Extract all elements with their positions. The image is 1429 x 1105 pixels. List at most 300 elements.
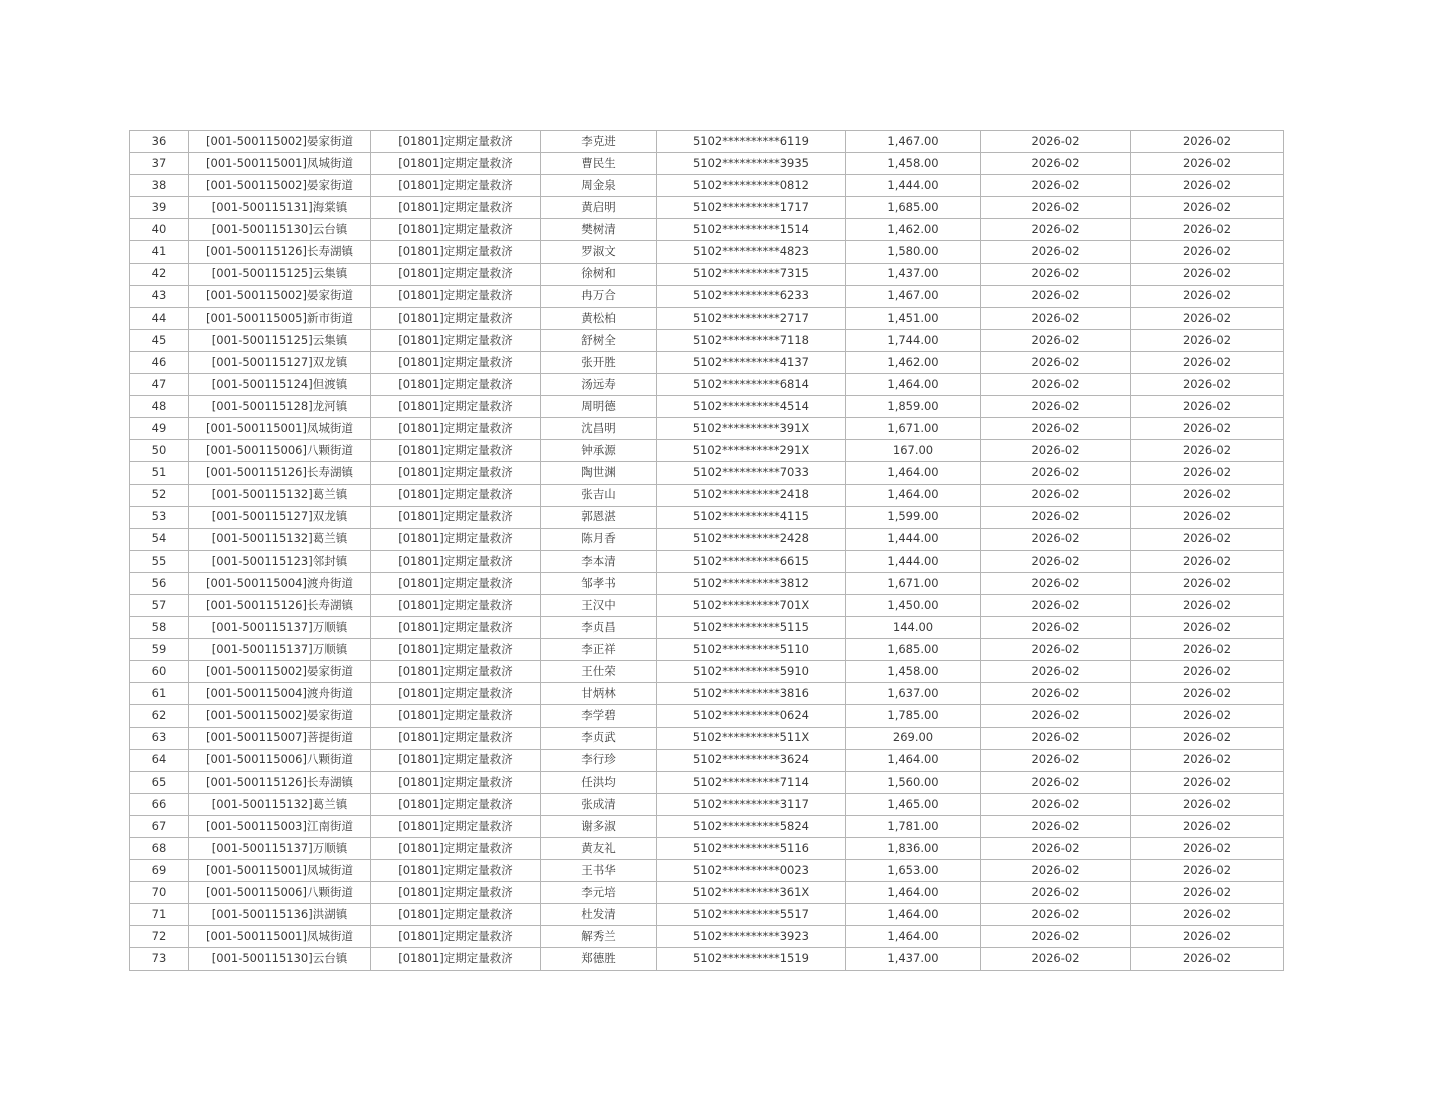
amount-cell: 1,685.00: [846, 197, 981, 219]
id-number-cell: 5102**********1514: [657, 219, 846, 241]
amount-cell: 1,462.00: [846, 219, 981, 241]
table-row: [130, 882, 1284, 904]
person-name-cell: 王书华: [541, 860, 657, 882]
relief-type-cell: [01801]定期定量救济: [371, 241, 541, 263]
month-cell-2: 2026-02: [1131, 440, 1284, 462]
relief-type-cell: [01801]定期定量救济: [371, 815, 541, 837]
row-number-cell: 51: [130, 462, 189, 484]
row-number-cell: 37: [130, 153, 189, 175]
table-row: [130, 771, 1284, 793]
row-number-cell: 69: [130, 860, 189, 882]
month-cell-2: 2026-02: [1131, 860, 1284, 882]
person-name-cell: 舒树全: [541, 329, 657, 351]
table-row: [130, 550, 1284, 572]
month-cell-1: 2026-02: [981, 263, 1131, 285]
row-number-cell: 71: [130, 904, 189, 926]
district-cell: [001-500115126]长寿湖镇: [189, 594, 371, 616]
district-cell: [001-500115125]云集镇: [189, 263, 371, 285]
amount-cell: 1,464.00: [846, 882, 981, 904]
table-body: [130, 131, 1284, 971]
person-name-cell: 汤远寿: [541, 374, 657, 396]
relief-type-cell: [01801]定期定量救济: [371, 462, 541, 484]
row-number-cell: 52: [130, 484, 189, 506]
district-cell: [001-500115006]八颗街道: [189, 440, 371, 462]
district-cell: [001-500115002]晏家街道: [189, 661, 371, 683]
person-name-cell: 张开胜: [541, 351, 657, 373]
table-row: [130, 153, 1284, 175]
row-number-cell: 66: [130, 793, 189, 815]
row-number-cell: 57: [130, 594, 189, 616]
month-cell-2: 2026-02: [1131, 462, 1284, 484]
table-row: [130, 175, 1284, 197]
month-cell-1: 2026-02: [981, 153, 1131, 175]
relief-type-cell: [01801]定期定量救济: [371, 263, 541, 285]
relief-type-cell: [01801]定期定量救济: [371, 572, 541, 594]
row-number-cell: 43: [130, 285, 189, 307]
person-name-cell: 李行珍: [541, 749, 657, 771]
month-cell-2: 2026-02: [1131, 131, 1284, 153]
row-number-cell: 49: [130, 418, 189, 440]
relief-type-cell: [01801]定期定量救济: [371, 948, 541, 970]
month-cell-2: 2026-02: [1131, 351, 1284, 373]
row-number-cell: 63: [130, 727, 189, 749]
id-number-cell: 5102**********6615: [657, 550, 846, 572]
relief-type-cell: [01801]定期定量救济: [371, 219, 541, 241]
month-cell-2: 2026-02: [1131, 263, 1284, 285]
relief-type-cell: [01801]定期定量救济: [371, 351, 541, 373]
relief-type-cell: [01801]定期定量救济: [371, 683, 541, 705]
row-number-cell: 61: [130, 683, 189, 705]
person-name-cell: 曹民生: [541, 153, 657, 175]
id-number-cell: 5102**********3624: [657, 749, 846, 771]
table-row: [130, 528, 1284, 550]
month-cell-1: 2026-02: [981, 572, 1131, 594]
relief-type-cell: [01801]定期定量救济: [371, 749, 541, 771]
table-row: [130, 705, 1284, 727]
relief-type-cell: [01801]定期定量救济: [371, 882, 541, 904]
table-row: [130, 307, 1284, 329]
table-row: [130, 329, 1284, 351]
person-name-cell: 李本清: [541, 550, 657, 572]
district-cell: [001-500115126]长寿湖镇: [189, 241, 371, 263]
id-number-cell: 5102**********3923: [657, 926, 846, 948]
amount-cell: 1,451.00: [846, 307, 981, 329]
relief-type-cell: [01801]定期定量救济: [371, 418, 541, 440]
month-cell-2: 2026-02: [1131, 153, 1284, 175]
id-number-cell: 5102**********2428: [657, 528, 846, 550]
table-row: [130, 396, 1284, 418]
amount-cell: 1,450.00: [846, 594, 981, 616]
person-name-cell: 谢多淑: [541, 815, 657, 837]
month-cell-1: 2026-02: [981, 484, 1131, 506]
relief-type-cell: [01801]定期定量救济: [371, 440, 541, 462]
row-number-cell: 60: [130, 661, 189, 683]
person-name-cell: 李克进: [541, 131, 657, 153]
id-number-cell: 5102**********291X: [657, 440, 846, 462]
amount-cell: 1,653.00: [846, 860, 981, 882]
month-cell-1: 2026-02: [981, 860, 1131, 882]
district-cell: [001-500115002]晏家街道: [189, 175, 371, 197]
month-cell-1: 2026-02: [981, 661, 1131, 683]
relief-type-cell: [01801]定期定量救济: [371, 926, 541, 948]
id-number-cell: 5102**********1519: [657, 948, 846, 970]
month-cell-2: 2026-02: [1131, 793, 1284, 815]
id-number-cell: 5102**********1717: [657, 197, 846, 219]
row-number-cell: 73: [130, 948, 189, 970]
month-cell-1: 2026-02: [981, 131, 1131, 153]
district-cell: [001-500115130]云台镇: [189, 219, 371, 241]
person-name-cell: 甘炳林: [541, 683, 657, 705]
month-cell-1: 2026-02: [981, 550, 1131, 572]
month-cell-1: 2026-02: [981, 351, 1131, 373]
amount-cell: 1,836.00: [846, 838, 981, 860]
row-number-cell: 50: [130, 440, 189, 462]
table-row: [130, 594, 1284, 616]
amount-cell: 1,785.00: [846, 705, 981, 727]
id-number-cell: 5102**********2418: [657, 484, 846, 506]
amount-cell: 1,560.00: [846, 771, 981, 793]
district-cell: [001-500115001]凤城街道: [189, 153, 371, 175]
month-cell-1: 2026-02: [981, 241, 1131, 263]
month-cell-1: 2026-02: [981, 219, 1131, 241]
month-cell-1: 2026-02: [981, 418, 1131, 440]
person-name-cell: 周金泉: [541, 175, 657, 197]
table-row: [130, 263, 1284, 285]
amount-cell: 1,744.00: [846, 329, 981, 351]
row-number-cell: 72: [130, 926, 189, 948]
amount-cell: 1,437.00: [846, 948, 981, 970]
person-name-cell: 郑德胜: [541, 948, 657, 970]
relief-type-cell: [01801]定期定量救济: [371, 661, 541, 683]
district-cell: [001-500115132]葛兰镇: [189, 484, 371, 506]
amount-cell: 1,467.00: [846, 285, 981, 307]
district-cell: [001-500115136]洪湖镇: [189, 904, 371, 926]
month-cell-2: 2026-02: [1131, 594, 1284, 616]
month-cell-2: 2026-02: [1131, 241, 1284, 263]
month-cell-1: 2026-02: [981, 926, 1131, 948]
relief-type-cell: [01801]定期定量救济: [371, 860, 541, 882]
relief-type-cell: [01801]定期定量救济: [371, 838, 541, 860]
table-row: [130, 793, 1284, 815]
district-cell: [001-500115130]云台镇: [189, 948, 371, 970]
amount-cell: 1,444.00: [846, 528, 981, 550]
table-row: [130, 661, 1284, 683]
month-cell-2: 2026-02: [1131, 285, 1284, 307]
relief-type-cell: [01801]定期定量救济: [371, 484, 541, 506]
id-number-cell: 5102**********511X: [657, 727, 846, 749]
relief-type-cell: [01801]定期定量救济: [371, 617, 541, 639]
id-number-cell: 5102**********3935: [657, 153, 846, 175]
relief-type-cell: [01801]定期定量救济: [371, 374, 541, 396]
month-cell-2: 2026-02: [1131, 175, 1284, 197]
amount-cell: 269.00: [846, 727, 981, 749]
row-number-cell: 44: [130, 307, 189, 329]
month-cell-2: 2026-02: [1131, 374, 1284, 396]
person-name-cell: 解秀兰: [541, 926, 657, 948]
table-row: [130, 219, 1284, 241]
relief-type-cell: [01801]定期定量救济: [371, 727, 541, 749]
month-cell-2: 2026-02: [1131, 418, 1284, 440]
person-name-cell: 李贞武: [541, 727, 657, 749]
person-name-cell: 黄松柏: [541, 307, 657, 329]
month-cell-1: 2026-02: [981, 771, 1131, 793]
month-cell-1: 2026-02: [981, 948, 1131, 970]
person-name-cell: 李元培: [541, 882, 657, 904]
amount-cell: 1,437.00: [846, 263, 981, 285]
month-cell-1: 2026-02: [981, 904, 1131, 926]
amount-cell: 1,464.00: [846, 484, 981, 506]
table-row: [130, 639, 1284, 661]
id-number-cell: 5102**********701X: [657, 594, 846, 616]
id-number-cell: 5102**********361X: [657, 882, 846, 904]
month-cell-1: 2026-02: [981, 329, 1131, 351]
month-cell-2: 2026-02: [1131, 307, 1284, 329]
id-number-cell: 5102**********0023: [657, 860, 846, 882]
person-name-cell: 冉万合: [541, 285, 657, 307]
id-number-cell: 5102**********5110: [657, 639, 846, 661]
month-cell-2: 2026-02: [1131, 661, 1284, 683]
relief-payment-table: [129, 130, 1284, 971]
amount-cell: 1,781.00: [846, 815, 981, 837]
district-cell: [001-500115126]长寿湖镇: [189, 462, 371, 484]
month-cell-2: 2026-02: [1131, 550, 1284, 572]
relief-type-cell: [01801]定期定量救济: [371, 771, 541, 793]
district-cell: [001-500115132]葛兰镇: [189, 528, 371, 550]
row-number-cell: 38: [130, 175, 189, 197]
amount-cell: 1,462.00: [846, 351, 981, 373]
table-row: [130, 617, 1284, 639]
month-cell-1: 2026-02: [981, 374, 1131, 396]
row-number-cell: 53: [130, 506, 189, 528]
id-number-cell: 5102**********7033: [657, 462, 846, 484]
person-name-cell: 郭恩湛: [541, 506, 657, 528]
district-cell: [001-500115005]新市街道: [189, 307, 371, 329]
row-number-cell: 59: [130, 639, 189, 661]
district-cell: [001-500115132]葛兰镇: [189, 793, 371, 815]
table-row: [130, 838, 1284, 860]
district-cell: [001-500115006]八颗街道: [189, 882, 371, 904]
month-cell-2: 2026-02: [1131, 838, 1284, 860]
id-number-cell: 5102**********391X: [657, 418, 846, 440]
amount-cell: 1,467.00: [846, 131, 981, 153]
id-number-cell: 5102**********0812: [657, 175, 846, 197]
district-cell: [001-500115006]八颗街道: [189, 749, 371, 771]
amount-cell: 1,465.00: [846, 793, 981, 815]
amount-cell: 1,580.00: [846, 241, 981, 263]
row-number-cell: 40: [130, 219, 189, 241]
amount-cell: 144.00: [846, 617, 981, 639]
row-number-cell: 41: [130, 241, 189, 263]
row-number-cell: 54: [130, 528, 189, 550]
person-name-cell: 杜发清: [541, 904, 657, 926]
month-cell-1: 2026-02: [981, 462, 1131, 484]
id-number-cell: 5102**********7315: [657, 263, 846, 285]
district-cell: [001-500115131]海棠镇: [189, 197, 371, 219]
person-name-cell: 沈昌明: [541, 418, 657, 440]
district-cell: [001-500115002]晏家街道: [189, 285, 371, 307]
person-name-cell: 钟承源: [541, 440, 657, 462]
table-row: [130, 506, 1284, 528]
month-cell-2: 2026-02: [1131, 904, 1284, 926]
person-name-cell: 张成清: [541, 793, 657, 815]
table-row: [130, 131, 1284, 153]
id-number-cell: 5102**********7114: [657, 771, 846, 793]
month-cell-2: 2026-02: [1131, 639, 1284, 661]
row-number-cell: 36: [130, 131, 189, 153]
table-row: [130, 815, 1284, 837]
table-row: [130, 418, 1284, 440]
district-cell: [001-500115128]龙河镇: [189, 396, 371, 418]
month-cell-2: 2026-02: [1131, 506, 1284, 528]
id-number-cell: 5102**********5116: [657, 838, 846, 860]
month-cell-1: 2026-02: [981, 705, 1131, 727]
month-cell-1: 2026-02: [981, 882, 1131, 904]
amount-cell: 1,464.00: [846, 926, 981, 948]
amount-cell: 167.00: [846, 440, 981, 462]
table-row: [130, 197, 1284, 219]
district-cell: [001-500115123]邻封镇: [189, 550, 371, 572]
row-number-cell: 45: [130, 329, 189, 351]
month-cell-1: 2026-02: [981, 727, 1131, 749]
row-number-cell: 62: [130, 705, 189, 727]
district-cell: [001-500115124]但渡镇: [189, 374, 371, 396]
district-cell: [001-500115003]江南街道: [189, 815, 371, 837]
month-cell-2: 2026-02: [1131, 572, 1284, 594]
month-cell-1: 2026-02: [981, 307, 1131, 329]
row-number-cell: 56: [130, 572, 189, 594]
month-cell-1: 2026-02: [981, 528, 1131, 550]
row-number-cell: 39: [130, 197, 189, 219]
month-cell-2: 2026-02: [1131, 219, 1284, 241]
id-number-cell: 5102**********5824: [657, 815, 846, 837]
table-row: [130, 749, 1284, 771]
amount-cell: 1,685.00: [846, 639, 981, 661]
relief-type-cell: [01801]定期定量救济: [371, 639, 541, 661]
district-cell: [001-500115125]云集镇: [189, 329, 371, 351]
relief-type-cell: [01801]定期定量救济: [371, 506, 541, 528]
relief-type-cell: [01801]定期定量救济: [371, 396, 541, 418]
person-name-cell: 张吉山: [541, 484, 657, 506]
id-number-cell: 5102**********0624: [657, 705, 846, 727]
relief-type-cell: [01801]定期定量救济: [371, 550, 541, 572]
person-name-cell: 李学碧: [541, 705, 657, 727]
relief-type-cell: [01801]定期定量救济: [371, 197, 541, 219]
month-cell-2: 2026-02: [1131, 329, 1284, 351]
table-row: [130, 285, 1284, 307]
amount-cell: 1,458.00: [846, 153, 981, 175]
id-number-cell: 5102**********4137: [657, 351, 846, 373]
person-name-cell: 罗淑文: [541, 241, 657, 263]
table-row: [130, 241, 1284, 263]
relief-type-cell: [01801]定期定量救济: [371, 594, 541, 616]
month-cell-2: 2026-02: [1131, 749, 1284, 771]
district-cell: [001-500115137]万顺镇: [189, 838, 371, 860]
table-row: [130, 904, 1284, 926]
district-cell: [001-500115001]凤城街道: [189, 926, 371, 948]
month-cell-2: 2026-02: [1131, 948, 1284, 970]
table-row: [130, 440, 1284, 462]
id-number-cell: 5102**********6119: [657, 131, 846, 153]
row-number-cell: 48: [130, 396, 189, 418]
row-number-cell: 55: [130, 550, 189, 572]
relief-type-cell: [01801]定期定量救济: [371, 131, 541, 153]
month-cell-2: 2026-02: [1131, 815, 1284, 837]
relief-type-cell: [01801]定期定量救济: [371, 153, 541, 175]
table-row: [130, 860, 1284, 882]
amount-cell: 1,599.00: [846, 506, 981, 528]
id-number-cell: 5102**********2717: [657, 307, 846, 329]
month-cell-1: 2026-02: [981, 683, 1131, 705]
month-cell-2: 2026-02: [1131, 617, 1284, 639]
row-number-cell: 70: [130, 882, 189, 904]
month-cell-1: 2026-02: [981, 175, 1131, 197]
amount-cell: 1,464.00: [846, 904, 981, 926]
amount-cell: 1,671.00: [846, 418, 981, 440]
row-number-cell: 42: [130, 263, 189, 285]
person-name-cell: 黄启明: [541, 197, 657, 219]
month-cell-2: 2026-02: [1131, 727, 1284, 749]
person-name-cell: 黄友礼: [541, 838, 657, 860]
amount-cell: 1,464.00: [846, 374, 981, 396]
row-number-cell: 58: [130, 617, 189, 639]
month-cell-1: 2026-02: [981, 815, 1131, 837]
month-cell-1: 2026-02: [981, 594, 1131, 616]
month-cell-1: 2026-02: [981, 749, 1131, 771]
district-cell: [001-500115007]菩提街道: [189, 727, 371, 749]
person-name-cell: 任洪均: [541, 771, 657, 793]
table-row: [130, 683, 1284, 705]
district-cell: [001-500115001]凤城街道: [189, 418, 371, 440]
month-cell-1: 2026-02: [981, 617, 1131, 639]
table-row: [130, 727, 1284, 749]
district-cell: [001-500115001]凤城街道: [189, 860, 371, 882]
amount-cell: 1,671.00: [846, 572, 981, 594]
table-row: [130, 351, 1284, 373]
district-cell: [001-500115137]万顺镇: [189, 617, 371, 639]
month-cell-2: 2026-02: [1131, 197, 1284, 219]
row-number-cell: 64: [130, 749, 189, 771]
month-cell-2: 2026-02: [1131, 705, 1284, 727]
month-cell-2: 2026-02: [1131, 484, 1284, 506]
month-cell-1: 2026-02: [981, 793, 1131, 815]
month-cell-1: 2026-02: [981, 396, 1131, 418]
month-cell-2: 2026-02: [1131, 882, 1284, 904]
month-cell-2: 2026-02: [1131, 926, 1284, 948]
row-number-cell: 46: [130, 351, 189, 373]
id-number-cell: 5102**********6814: [657, 374, 846, 396]
amount-cell: 1,444.00: [846, 550, 981, 572]
table-row: [130, 926, 1284, 948]
person-name-cell: 樊树清: [541, 219, 657, 241]
id-number-cell: 5102**********7118: [657, 329, 846, 351]
person-name-cell: 邹孝书: [541, 572, 657, 594]
id-number-cell: 5102**********4514: [657, 396, 846, 418]
month-cell-2: 2026-02: [1131, 683, 1284, 705]
district-cell: [001-500115002]晏家街道: [189, 131, 371, 153]
person-name-cell: 王仕荣: [541, 661, 657, 683]
relief-type-cell: [01801]定期定量救济: [371, 705, 541, 727]
month-cell-2: 2026-02: [1131, 396, 1284, 418]
person-name-cell: 李正祥: [541, 639, 657, 661]
district-cell: [001-500115004]渡舟街道: [189, 683, 371, 705]
person-name-cell: 徐树和: [541, 263, 657, 285]
id-number-cell: 5102**********5910: [657, 661, 846, 683]
district-cell: [001-500115126]长寿湖镇: [189, 771, 371, 793]
id-number-cell: 5102**********4115: [657, 506, 846, 528]
row-number-cell: 67: [130, 815, 189, 837]
amount-cell: 1,637.00: [846, 683, 981, 705]
month-cell-2: 2026-02: [1131, 771, 1284, 793]
